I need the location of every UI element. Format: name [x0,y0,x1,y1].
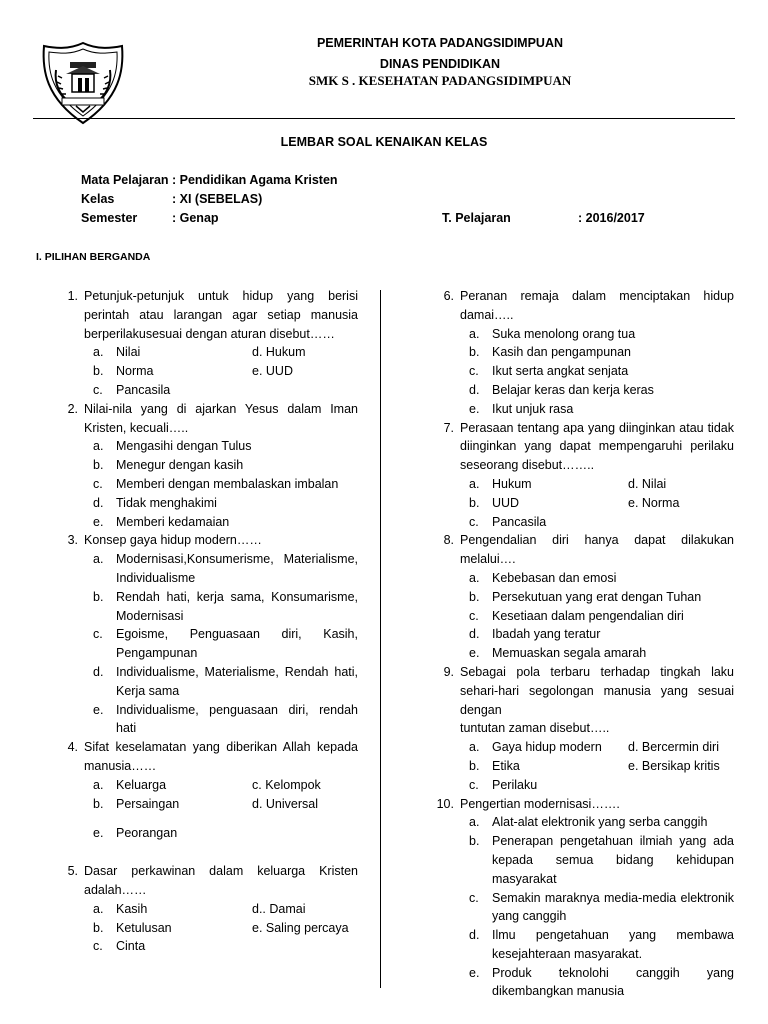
answer-option [48,456,358,475]
answer-option [424,400,734,419]
question-text: Nilai-nila yang di ajarkan Yesus dalam Iman [84,401,358,416]
option-letter: b. [469,758,480,773]
option-text: Etika [492,758,520,773]
option-text: Kesetiaan dalam pengendalian diri [492,608,684,623]
column-divider [380,290,381,988]
questions-left-column [48,287,358,956]
question-text: Peranan remaja dalam menciptakan hidup [460,289,734,303]
option-letter: b. [93,458,104,473]
option-text: Cinta [116,939,146,954]
option-letter: c. [93,939,103,954]
subject-label: Mata Pelajaran [81,173,169,187]
option-letter: a. [93,345,104,360]
option-text: Mengasihi dengan Tulus [116,439,252,454]
option-letter: a. [469,740,480,755]
option-letter: c. [93,627,103,642]
answer-option [424,832,734,888]
option-text: Norma [116,364,154,379]
option-letter: d. [469,928,480,943]
answer-option [424,889,734,927]
option-text: Ilmu pengetahuan yang membawa kesejahteraan masyarakat. [492,928,734,961]
option-text: Suka menolong orang tua [492,326,636,341]
option-letter: b. [93,920,104,935]
option-text: e. Saling percaya [252,920,349,935]
option-text: Menegur dengan kasih [116,458,244,473]
option-letter: c. [469,890,479,905]
option-text: Penerapan pengetahuan ilmiah yang ada kepada semua bidang kehidupan masyarakat [492,834,734,886]
option-text: Memberi kedamaian [116,514,230,529]
semester-label: Semester [81,211,138,225]
question-text: Petunjuk-petunjuk untuk hidup yang berisi perintah atau larangan agar setiap manusia [84,289,358,322]
subject-value: : Pendidikan Agama Kristen [172,173,338,187]
question-text: manusia…… [84,758,157,773]
option-letter: d. [469,382,480,397]
option-letter: a. [469,570,480,585]
option-text: Persekutuan yang erat dengan Tuhan [492,589,702,604]
answer-option [48,663,358,701]
option-text: Semakin maraknya media-media elektronik yang canggih [492,890,734,924]
answer-option [424,588,734,607]
question-text: Kristen, kecuali….. [84,420,189,435]
option-text: d.. Damai [252,901,306,916]
option-letter: b. [469,589,480,604]
option-text: Tidak menghakimi [116,495,217,510]
option-letter: b. [469,495,480,510]
semester-value: : Genap [172,211,219,225]
option-text: d. Universal [252,796,318,811]
school-emblem-logo [40,40,126,126]
option-text: Alat-alat elektronik yang serba canggih [492,815,708,830]
option-letter: a. [469,326,480,341]
option-letter: b. [93,364,104,379]
answer-option-row [48,343,358,362]
option-pair [116,919,358,938]
answer-option-row [424,757,734,776]
option-text: Kasih dan pengampunan [492,345,632,360]
answer-option [424,644,734,663]
option-letter: a. [93,439,104,454]
page-title: LEMBAR SOAL KENAIKAN KELAS [280,135,488,149]
answer-option [424,343,734,362]
answer-option-row [48,362,358,381]
option-text: d. Hukum [252,345,306,360]
option-text: Individualisme, Materialisme, Rendah hati, Kerja sama [116,664,358,698]
question-item [424,287,734,325]
option-pair [492,475,734,494]
class-value: : XI (SEBELAS) [172,192,263,206]
answer-option [424,776,734,795]
question-item [424,663,734,738]
answer-option [424,569,734,588]
option-text: Rendah hati, kerja sama, Konsumarisme, Modernisasi [116,589,358,623]
question-text: Konsep gaya hidup modern…… [84,533,262,548]
answer-option [424,926,734,964]
question-item [48,287,358,343]
option-text: Ikut serta angkat senjata [492,364,629,379]
question-number: 6. [443,289,454,303]
question-item [48,531,358,550]
option-text: Hukum [492,476,532,491]
option-text: Ikut unjuk rasa [492,401,574,416]
option-letter: e. [469,965,480,980]
option-letter: c. [93,476,103,491]
option-text: Gaya hidup modern [492,740,602,755]
answer-option [48,513,358,532]
option-text: Pancasila [492,514,547,529]
option-text: UUD [492,495,520,510]
option-pair [492,757,734,776]
answer-option-row [48,795,358,814]
option-letter: c. [469,777,479,792]
answer-option [424,607,734,626]
option-letter: a. [469,815,480,830]
answer-option [48,625,358,663]
option-letter: d. [93,495,104,510]
answer-option [48,475,358,494]
header-school: SMK S . KESEHATAN PADANGSIDIMPUAN [308,73,572,88]
header-divider [33,118,735,119]
header-department: DINAS PENDIDIKAN [379,57,501,71]
answer-option-row [424,475,734,494]
option-text: Memberi dengan membalaskan imbalan [116,476,339,491]
option-pair [116,362,358,381]
question-number: 4. [67,740,78,755]
option-letter: e. [93,514,104,529]
year-value: : 2016/2017 [578,211,645,225]
option-text: Persaingan [116,796,180,811]
question-text: Pengertian modernisasi……. [460,796,620,811]
option-letter: c. [93,382,103,397]
option-text: d. Nilai [628,476,667,491]
option-pair [492,494,734,513]
option-letter: e. [469,401,480,416]
section-heading: I. PILIHAN BERGANDA [36,251,151,263]
option-letter: a. [93,901,104,916]
option-text: Ibadah yang teratur [492,627,601,642]
answer-option [424,381,734,400]
answer-option [48,588,358,626]
option-letter: e. [93,826,104,841]
answer-option [48,550,358,588]
option-text: Ketulusan [116,920,172,935]
option-letter: b. [93,796,104,811]
question-number: 3. [67,533,78,548]
question-item [424,419,734,475]
questions-right-column [424,287,734,1001]
option-letter: e. [469,646,480,661]
option-text: Keluarga [116,777,167,792]
question-number: 8. [443,533,454,548]
question-number: 7. [443,420,454,435]
option-text: Individualisme, penguasaan diri, rendah hati [116,702,358,736]
question-text: damai….. [460,307,514,322]
question-text: berperilakusesuai dengan aturan disebut…… [84,326,335,341]
question-text: Sebagai pola terbaru terhadap tingkah laku sehari-hari segolongan manusia yang sesuai dengan [460,664,734,717]
option-letter: b. [93,589,104,604]
option-pair [492,738,734,757]
question-text: tuntutan zaman disebut….. [460,721,610,736]
option-letter: c. [469,608,479,623]
question-number: 5. [67,864,78,879]
answer-option [424,325,734,344]
question-item [424,795,734,814]
option-pair [116,776,358,795]
option-letter: d. [469,627,480,642]
option-text: Produk teknolohi canggih yang dikembangkan manusia [492,965,734,999]
answer-option-row [48,776,358,795]
question-number: 9. [443,664,454,679]
question-text: Perasaan tentang apa yang diinginkan atau tidak diinginkan yang dapat mempengaruhi perilaku [460,420,734,454]
question-number: 1. [67,289,78,303]
question-text: Pengendalian diri hanya dapat dilakukan [460,533,734,548]
option-pair [116,900,358,919]
option-text: c. Kelompok [252,777,321,792]
answer-option [424,964,734,1002]
option-text: Kebebasan dan emosi [492,570,617,585]
option-text: Peorangan [116,826,178,841]
answer-option [48,381,358,400]
question-text: Sifat keselamatan yang diberikan Allah kepada [84,740,358,755]
option-text: Memuaskan segala amarah [492,646,647,661]
question-item [424,531,734,569]
option-letter: c. [469,364,479,379]
answer-option-row [424,494,734,513]
option-text: e. UUD [252,364,293,379]
answer-option [48,437,358,456]
answer-option [424,513,734,532]
answer-option [48,824,358,843]
answer-option [48,937,358,956]
option-text: Kasih [116,901,148,916]
answer-option [424,813,734,832]
option-letter: b. [469,834,480,849]
question-item [48,400,358,438]
question-item [48,862,358,900]
option-text: e. Bersikap kritis [628,758,720,773]
class-label: Kelas [81,192,115,206]
question-text: adalah…… [84,882,147,897]
option-letter: e. [93,702,104,717]
option-letter: b. [469,345,480,360]
header-government: PEMERINTAH KOTA PADANGSIDIMPUAN [316,36,564,50]
option-letter: a. [469,476,480,491]
question-number: 2. [67,401,78,416]
question-text: Dasar perkawinan dalam keluarga Kristen [84,864,358,879]
question-item [48,738,358,776]
option-pair [116,795,358,814]
option-text: Egoisme, Penguasaan diri, Kasih, Pengampunan [116,627,358,661]
answer-option-row [48,900,358,919]
question-text: seseorang disebut…….. [460,458,595,473]
option-text: Pancasila [116,382,171,397]
year-label: T. Pelajaran [442,211,511,225]
option-text: d. Bercermin diri [628,740,719,755]
option-letter: a. [93,552,104,567]
answer-option [424,362,734,381]
spacer [48,813,358,824]
option-text: e. Norma [628,495,680,510]
answer-option [424,625,734,644]
answer-option [48,494,358,513]
spacer [48,843,358,862]
option-letter: a. [93,777,104,792]
option-letter: c. [469,514,479,529]
option-pair [116,343,358,362]
answer-option-row [48,919,358,938]
option-text: Nilai [116,345,141,360]
question-number: 10. [436,796,454,811]
option-letter: d. [93,664,104,679]
option-text: Modernisasi,Konsumerisme, Materialisme, Individualisme [116,552,358,585]
option-text: Belajar keras dan kerja keras [492,382,654,397]
option-text: Perilaku [492,777,538,792]
question-text: melalui…. [460,552,516,567]
answer-option [48,701,358,739]
answer-option-row [424,738,734,757]
